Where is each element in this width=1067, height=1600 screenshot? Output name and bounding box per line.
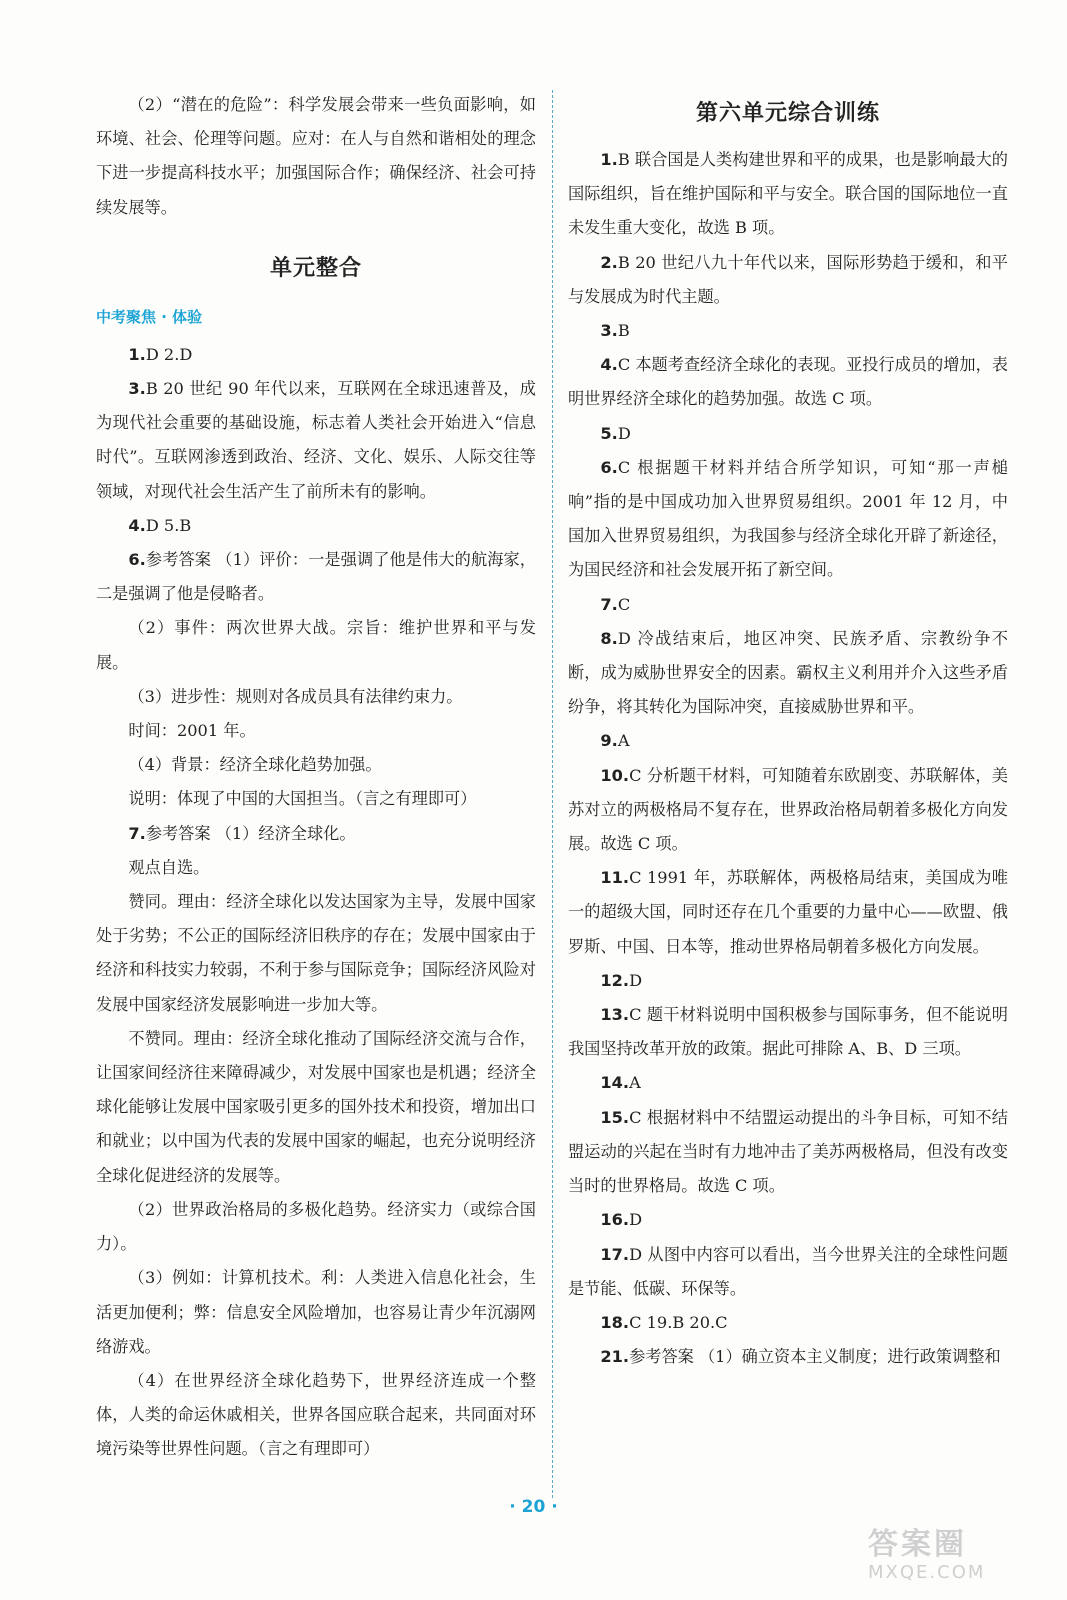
question-number: 2. xyxy=(600,252,618,272)
question-number: 17. xyxy=(600,1244,630,1264)
answer-item xyxy=(96,1261,536,1364)
page-number: · 20 · xyxy=(509,1497,558,1517)
answer-item xyxy=(96,1022,536,1193)
question-number: 12. xyxy=(600,970,630,990)
answer-item xyxy=(96,1364,536,1467)
answer-item xyxy=(568,1066,1008,1100)
answer-text: B xyxy=(617,321,630,341)
answer-item xyxy=(96,885,536,1022)
answer-text: D 从图中内容可以看出，当今世界关注的全球性问题是节能、低碳、环保等。 xyxy=(568,1244,1008,1298)
question-number: 13. xyxy=(600,1005,630,1025)
answer-text: A xyxy=(629,1073,641,1093)
answer-item xyxy=(96,611,536,679)
question-number: 21. xyxy=(600,1347,630,1367)
answer-text: C 1991 年，苏联解体，两极格局结束，美国成为唯一的超级大国，同时还存在几个重要的力量中心——欧盟、俄罗斯、中国、日本等，推动世界格局朝着多极化方向发展。 xyxy=(568,868,1008,956)
question-number: 4. xyxy=(128,515,146,535)
answer-text: C 题干材料说明中国积极参与国际事务，但不能说明我国坚持改革开放的政策。据此可排除 A、B、D 三项。 xyxy=(568,1005,1008,1059)
question-number: 3. xyxy=(600,321,618,341)
answer-item xyxy=(96,782,536,816)
watermark-logo xyxy=(868,1528,1046,1588)
intro-paragraph: （2）“潜在的危险”：科学发展会带来一些负面影响，如环境、社会、伦理等问题。应对：在人与自然和谐相处的理念下进一步提高科技水平；加强国际合作；确保经济、社会可持续发展等。 xyxy=(96,95,536,217)
answer-text: C 19.B 20.C xyxy=(629,1312,728,1332)
answer-text: B 20 世纪 90 年代以来，互联网在全球迅速普及，成为现代社会重要的基础设施，标志着人类社会开始进入“信息时代”。互联网渗透到政治、经济、文化、娱乐、人际交往等领域，对现代社会生活产生了前所未有的影响。 xyxy=(96,379,536,501)
answer-item xyxy=(568,1101,1008,1204)
answer-text: D xyxy=(629,1210,643,1230)
answer-item xyxy=(568,622,1008,725)
answer-text: B 20 世纪八九十年代以来，国际形势趋于缓和，和平与发展成为时代主题。 xyxy=(568,252,1008,306)
answer-text: 参考答案 （1）经济全球化。 xyxy=(145,823,356,843)
answer-item xyxy=(96,509,536,543)
question-number: 3. xyxy=(128,379,146,399)
answer-text: 赞同。理由：经济全球化以发达国家为主导，发展中国家处于劣势；不公正的国际经济旧秩序的存在；发展中国家由于经济和科技实力较弱，不利于参与国际竞争；国际经济风险对发展中国家经济发展影响进一步加大等。 xyxy=(96,892,536,1014)
answer-item xyxy=(96,680,536,714)
column-divider xyxy=(552,90,553,1498)
answer-item xyxy=(96,851,536,885)
answer-item xyxy=(568,451,1008,588)
answer-item xyxy=(568,964,1008,998)
answer-item xyxy=(96,1193,536,1261)
answer-item xyxy=(568,998,1008,1066)
answer-item xyxy=(96,714,536,748)
question-number: 4. xyxy=(600,355,618,375)
answer-text: 观点自选。 xyxy=(128,857,210,877)
answer-item xyxy=(568,588,1008,622)
answer-item xyxy=(568,724,1008,758)
question-number: 5. xyxy=(600,423,618,443)
answer-text: A xyxy=(617,731,630,751)
answer-text: C 本题考查经济全球化的表现。亚投行成员的增加，表明世界经济全球化的趋势加强。故选 C 项。 xyxy=(568,355,1008,409)
question-number: 6. xyxy=(128,550,146,570)
answer-text: （3）进步性：规则对各成员具有法律约束力。 xyxy=(128,686,463,706)
question-number: 10. xyxy=(600,765,630,785)
answer-item xyxy=(568,1203,1008,1237)
watermark-line1: 答案圈 xyxy=(868,1527,967,1562)
answer-text: （2）世界政治格局的多极化趋势。经济实力（或综合国力）。 xyxy=(96,1199,536,1254)
question-number: 1. xyxy=(600,150,618,169)
answer-text: （3）例如：计算机技术。利：人类进入信息化社会，生活更加便利；弊：信息安全风险增加，也容易让青少年沉溺网络游戏。 xyxy=(96,1268,536,1356)
answer-item xyxy=(96,748,536,782)
answer-text: 不赞同。理由：经济全球化推动了国际经济交流与合作，让国家间经济往来障碍减少，对发展中国家也是机遇；经济全球化能够让发展中国家吸引更多的国外技术和投资，增加出口和就业；以中国为代表的发展中国家的崛起，也充分说明经济全球化促进经济的发展等。 xyxy=(96,1028,536,1185)
subsection-title: 中考聚焦 · 体验 xyxy=(96,307,203,326)
question-number: 8. xyxy=(600,628,618,648)
answer-text: C 根据材料中不结盟运动提出的斗争目标，可知不结盟运动的兴起在当时有力地冲击了美苏两极格局，但没有改变当时的世界格局。故选 C 项。 xyxy=(568,1107,1008,1196)
question-number: 7. xyxy=(128,823,146,843)
answer-item xyxy=(96,543,536,611)
question-number: 18. xyxy=(600,1312,630,1332)
answer-item xyxy=(568,1340,1008,1374)
answer-text: D 2.D xyxy=(145,344,193,364)
section-title-unit-six-training: 第六单元综合训练 xyxy=(695,101,880,126)
answer-item xyxy=(568,759,1008,862)
section-title-unit-integration: 单元整合 xyxy=(269,255,362,281)
answer-text: 说明：体现了中国的大国担当。（言之有理即可） xyxy=(128,789,477,809)
question-number: 14. xyxy=(600,1073,630,1093)
answer-text: C xyxy=(617,594,631,614)
answer-item xyxy=(96,372,536,509)
answer-item xyxy=(568,1306,1008,1340)
answer-text: （4）背景：经济全球化趋势加强。 xyxy=(128,755,382,775)
answer-text: 参考答案 （1）确立资本主义制度；进行政策调整和 xyxy=(629,1347,1001,1367)
answer-text: （4）在世界经济全球化趋势下，世界经济连成一个整体，人类的命运休戚相关，世界各国应联合起来，共同面对环境污染等世界性问题。（言之有理即可） xyxy=(96,1370,536,1459)
question-number: 7. xyxy=(600,594,618,614)
question-number: 9. xyxy=(600,731,618,751)
answer-item xyxy=(568,348,1008,416)
question-number: 16. xyxy=(600,1210,630,1230)
answer-text: 时间：2001 年。 xyxy=(128,721,256,741)
right-answer-list xyxy=(568,143,1008,1374)
answer-text: B 联合国是人类构建世界和平的成果，也是影响最大的国际组织，旨在维护国际和平与安全。联合国的国际地位一直未发生重大变化，故选 B 项。 xyxy=(568,150,1008,238)
question-number: 1. xyxy=(128,344,146,364)
answer-item xyxy=(96,817,536,851)
left-column xyxy=(96,88,536,1467)
question-number: 11. xyxy=(600,868,630,888)
question-number: 6. xyxy=(600,457,618,477)
answer-item xyxy=(568,246,1008,314)
answer-text: C 分析题干材料，可知随着东欧剧变、苏联解体，美苏对立的两极格局不复存在，世界政治格局朝着多极化方向发展。故选 C 项。 xyxy=(568,765,1008,854)
answer-item xyxy=(568,1238,1008,1306)
left-answer-list xyxy=(96,338,536,1467)
answer-text: D xyxy=(617,423,631,443)
answer-item xyxy=(568,143,1008,246)
watermark-line2: MXQE.COM xyxy=(868,1562,986,1583)
question-number: 15. xyxy=(600,1107,630,1127)
answer-text: 参考答案 （1）评价：一是强调了他是伟大的航海家，二是强调了他是侵略者。 xyxy=(96,550,536,604)
answer-text: （2）事件：两次世界大战。宗旨：维护世界和平与发展。 xyxy=(96,618,536,672)
answer-text: D xyxy=(629,970,643,990)
answer-item xyxy=(568,314,1008,348)
right-column xyxy=(568,88,1008,1374)
answer-text: C 根据题干材料并结合所学知识，可知“那一声槌响”指的是中国成功加入世界贸易组织。2001 年 12 月，中国加入世界贸易组织，为我国参与经济全球化开辟了新途径，为国民经济和社会发展开拓了新空间。 xyxy=(568,457,1008,580)
answer-text: D 5.B xyxy=(145,515,192,535)
answer-item xyxy=(568,417,1008,451)
answer-item xyxy=(568,861,1008,964)
answer-item xyxy=(96,338,536,372)
answer-text: D 冷战结束后，地区冲突、民族矛盾、宗教纷争不断，成为威胁世界安全的因素。霸权主义利用并介入这些矛盾纷争，将其转化为国际冲突，直接威胁世界和平。 xyxy=(568,628,1008,717)
